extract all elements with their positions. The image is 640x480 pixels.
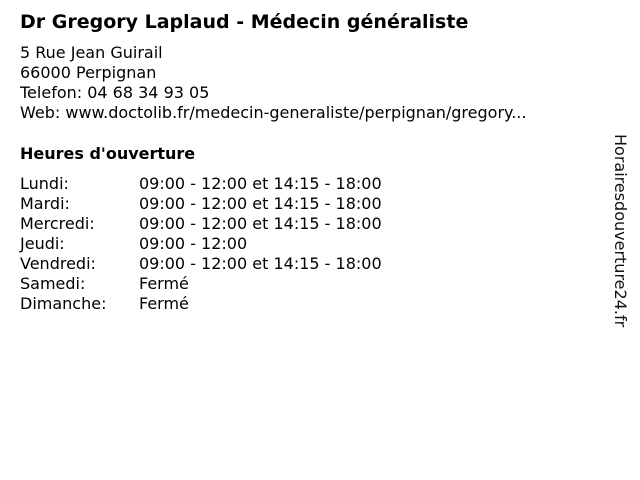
day-label: Mercredi: — [20, 214, 95, 233]
address-city: 66000 Perpignan — [20, 63, 157, 82]
time-value: 09:00 - 12:00 et 14:15 - 18:00 — [139, 214, 382, 233]
brand-text: Horairesdouverture24.fr — [611, 134, 630, 328]
day-label: Lundi: — [20, 174, 69, 193]
time-value: 09:00 - 12:00 et 14:15 - 18:00 — [139, 194, 382, 213]
day-label: Jeudi: — [20, 234, 65, 253]
day-label: Samedi: — [20, 274, 86, 293]
page-title: Dr Gregory Laplaud - Médecin généraliste — [20, 11, 469, 33]
time-value: 09:00 - 12:00 et 14:15 - 18:00 — [139, 174, 382, 193]
brand-watermark — [612, 134, 632, 374]
website-link: Web: www.doctolib.fr/medecin-generaliste/perpignan/gregory... — [20, 103, 527, 122]
address-street: 5 Rue Jean Guirail — [20, 43, 163, 62]
day-label: Vendredi: — [20, 254, 96, 273]
time-value: 09:00 - 12:00 — [139, 234, 248, 253]
hours-heading: Heures d'ouverture — [20, 144, 196, 163]
contact-block — [20, 43, 526, 123]
day-label: Dimanche: — [20, 294, 107, 313]
phone-number: Telefon: 04 68 34 93 05 — [20, 83, 210, 102]
day-label: Mardi: — [20, 194, 70, 213]
time-value: Fermé — [139, 274, 189, 293]
time-value: 09:00 - 12:00 et 14:15 - 18:00 — [139, 254, 382, 273]
time-value: Fermé — [139, 294, 189, 313]
